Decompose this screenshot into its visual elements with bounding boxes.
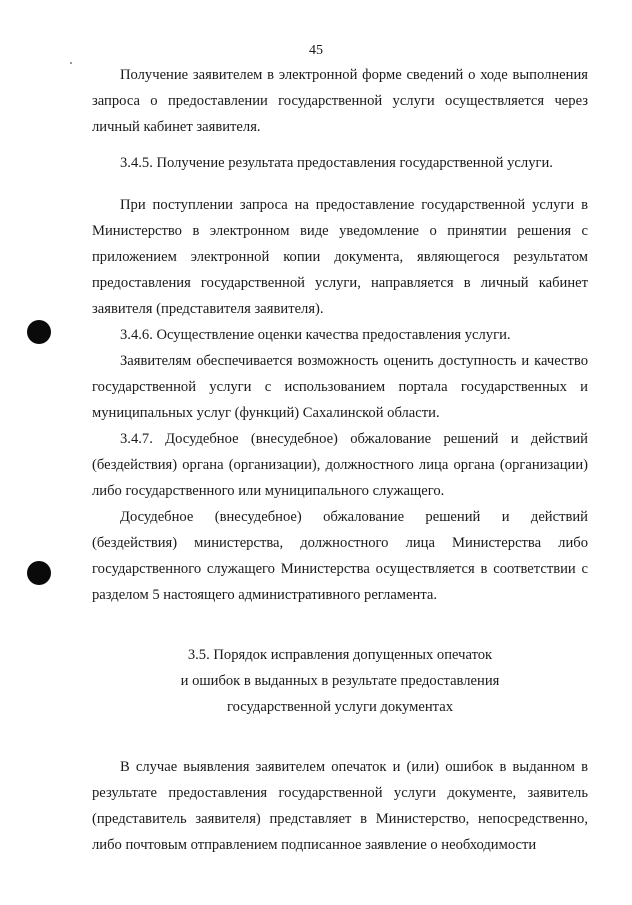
- subsection-3-4-7: 3.4.7. Досудебное (внесудебное) обжалование решений и действий (бездействия) органа (организации), должностного лица органа (организации) либо государственного или муниципального служащего.: [92, 431, 588, 499]
- section-heading-line-1: 3.5. Порядок исправления допущенных опечаток: [187, 647, 493, 663]
- subsection-3-4-6: 3.4.6. Осуществление оценки качества предоставления услуги.: [120, 327, 511, 343]
- paragraph-appeal: Досудебное (внесудебное) обжалование решений и действий (бездействия) министерства, должностного лица Министерства либо государственного служащего Министерства осуществляется в соответствии с разделом 5 настоящего административного регламента.: [92, 509, 588, 603]
- paragraph-progress-info: Получение заявителем в электронной форме сведений о ходе выполнения запроса о предоставлении государственной услуги осуществляется через личный кабинет заявителя.: [92, 67, 588, 135]
- paragraph-quality-assessment: Заявителям обеспечивается возможность оценить доступность и качество государственной услуги с использованием портала государственных и муниципальных услуг (функций) Сахалинской области.: [92, 353, 588, 421]
- section-heading-line-2: и ошибок в выданных в результате предоставления: [180, 673, 500, 689]
- paragraph-result-delivery: При поступлении запроса на предоставление государственной услуги в Министерство в электронном виде уведомление о принятии решения с приложением электронной копии документа, являющегося результатом предоставления государственной услуги, направляется в личный кабинет заявителя (представителя заявителя).: [92, 197, 588, 317]
- paragraph-error-correction: В случае выявления заявителем опечаток и (или) ошибок в выданном в результате предоставления государственной услуги документе, заявитель (представитель заявителя) представляет в Министерство, непосредственно, либо почтовым отправлением подписанное заявление о необходимости: [92, 759, 588, 853]
- section-heading-line-3: государственной услуги документах: [226, 699, 454, 715]
- punch-hole-bottom: [27, 561, 51, 585]
- page-number: 45: [309, 43, 323, 58]
- scan-speck: [70, 62, 72, 64]
- punch-hole-top: [27, 320, 51, 344]
- document-body: [92, 62, 588, 858]
- subsection-3-4-5: 3.4.5. Получение результата предоставления государственной услуги.: [120, 155, 553, 171]
